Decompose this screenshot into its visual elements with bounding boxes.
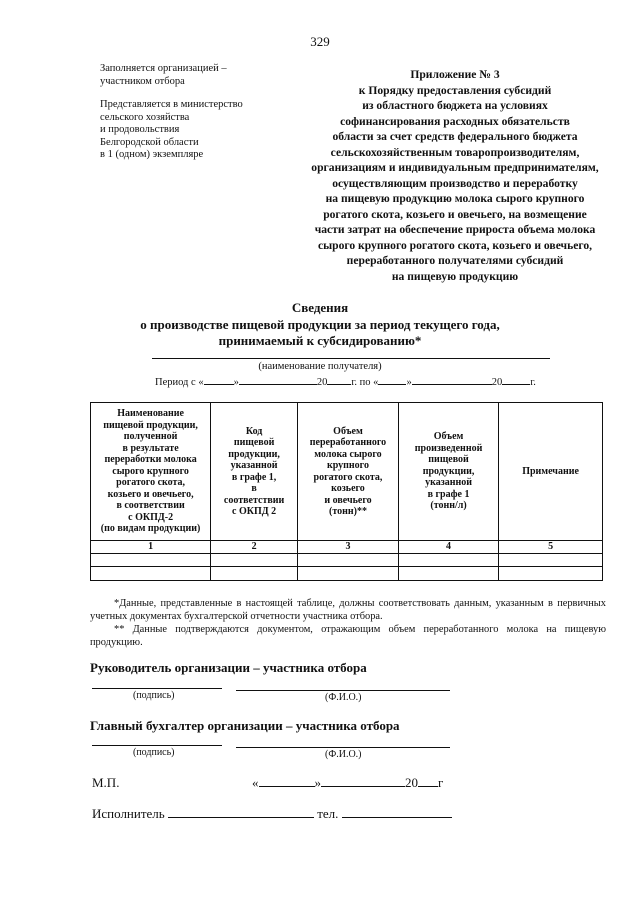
- executor-field[interactable]: [168, 817, 314, 818]
- header-line: в графе 1,: [231, 471, 277, 483]
- note-line: Представляется в министерство: [100, 99, 243, 110]
- recipient-name-line[interactable]: [152, 358, 550, 359]
- note-line: участником отбора: [100, 75, 185, 87]
- period-label: Период с «: [155, 377, 204, 388]
- header-line: (по видам продукции): [100, 523, 201, 535]
- footnote-1: *Данные, представленные в настоящей таблице, должны соответствовать данным, указанным в первичных учетных документах бухгалтерской отчетности участника отбора.: [90, 598, 606, 622]
- note-line: сельского хозяйства: [100, 111, 190, 123]
- date-close: »: [314, 775, 321, 790]
- table-header-row: [91, 403, 603, 541]
- fio-caption: (Ф.И.О.): [325, 692, 362, 703]
- phone-label: тел.: [317, 806, 339, 821]
- date-row: [252, 775, 443, 791]
- submitted-note: [100, 99, 243, 162]
- note-line: и продовольствия: [100, 124, 180, 135]
- table-cell[interactable]: [499, 567, 603, 581]
- period-day-from-field[interactable]: [204, 384, 234, 385]
- chief-accountant-title: Главный бухгалтер организации – участника отбора: [90, 718, 400, 733]
- header-line: с ОКПД 2: [232, 506, 277, 517]
- quote: »: [406, 377, 412, 388]
- header-line: козьего и овечьего,: [107, 488, 194, 500]
- header-line: переработанного: [309, 437, 387, 448]
- executor-label: Исполнитель: [92, 806, 165, 821]
- header-line: рогатого скота,: [313, 471, 383, 483]
- period-row: [155, 377, 536, 388]
- table-number-row: [91, 541, 603, 554]
- header-line: (тонн/л): [430, 500, 467, 512]
- table-cell[interactable]: [398, 567, 498, 581]
- date-year: 20: [405, 775, 418, 790]
- head-signature-line[interactable]: [92, 688, 222, 689]
- appendix-line: сырого крупного рогатого скота, козьего и овечьего,: [317, 238, 593, 252]
- header-line: и овечьего: [324, 494, 372, 506]
- note-line: Белгородской области: [100, 136, 199, 148]
- period-end: г.: [530, 377, 536, 388]
- period-to-label: г. по «: [351, 377, 379, 388]
- date-day-field[interactable]: [259, 786, 315, 787]
- table-cell[interactable]: [398, 554, 498, 567]
- phone-field[interactable]: [342, 817, 452, 818]
- quote: »: [233, 377, 239, 388]
- header-line: Наименование: [117, 408, 184, 420]
- header-col-2: [211, 403, 298, 541]
- sign-caption: (подпись): [133, 690, 175, 701]
- period-month-from-field[interactable]: [239, 384, 317, 385]
- date-open: «: [252, 775, 259, 790]
- header-line: в результате: [122, 442, 179, 454]
- col-number: 4: [398, 541, 498, 554]
- header-line: в: [251, 483, 257, 494]
- table-cell[interactable]: [91, 554, 211, 567]
- date-g: г: [438, 775, 444, 790]
- header-line: в соответствии: [116, 500, 185, 512]
- period-year-to: 20: [491, 377, 503, 388]
- period-year-from: 20: [316, 377, 328, 388]
- col-number: 1: [91, 541, 211, 554]
- header-line: соответствии: [223, 494, 285, 506]
- header-line: переработки молока: [104, 454, 197, 466]
- table-cell[interactable]: [298, 554, 399, 567]
- header-line: Объем: [333, 425, 363, 437]
- table-cell[interactable]: [91, 567, 211, 581]
- stamp-label: М.П.: [92, 775, 120, 790]
- appendix-line: части затрат на обеспечение прироста объема молока: [314, 223, 596, 236]
- period-day-to-field[interactable]: [378, 384, 406, 385]
- table-cell[interactable]: [211, 554, 298, 567]
- appendix-line: рогатого скота, козьего и овечьего, на возмещение: [323, 207, 587, 221]
- header-line: Объем: [433, 431, 464, 443]
- header-line: пищевой: [428, 454, 469, 466]
- document-title: [0, 300, 640, 350]
- header-line: пищевой: [233, 437, 275, 448]
- recipient-caption: (наименование получателя): [258, 361, 382, 372]
- note-line: в 1 (одном) экземпляре: [100, 149, 204, 160]
- header-line: указанной: [425, 477, 472, 489]
- header-line: Код: [245, 425, 263, 437]
- title-line: принимаемый к субсидированию*: [218, 333, 422, 348]
- title-line: Сведения: [291, 300, 349, 315]
- col-number: 2: [211, 541, 298, 554]
- header-line: полученной: [123, 431, 178, 443]
- header-line: рогатого скота,: [116, 477, 186, 489]
- table-row: [91, 554, 603, 567]
- header-line: молока сырого: [314, 448, 382, 460]
- period-month-to-field[interactable]: [412, 384, 492, 385]
- chief-signature-line[interactable]: [92, 745, 222, 746]
- appendix-line: к Порядку предоставления субсидий: [358, 83, 552, 97]
- appendix-line: переработанного получателями субсидий: [346, 254, 564, 267]
- period-yy-from-field[interactable]: [327, 384, 351, 385]
- period-yy-to-field[interactable]: [502, 384, 530, 385]
- production-table: [90, 402, 603, 581]
- header-line: козьего: [331, 483, 365, 494]
- header-line: в графе 1: [427, 488, 470, 500]
- appendix-line: сельскохозяйственным товаропроизводителям,: [330, 145, 580, 159]
- note-line: Заполняется организацией –: [100, 63, 227, 74]
- page-number: 329: [310, 34, 330, 49]
- header-col-1: [91, 403, 211, 541]
- appendix-line: софинансирования расходных обязательств: [340, 114, 570, 128]
- appendix-line: на пищевую продукцию: [391, 269, 519, 283]
- appendix-line: Приложение № 3: [410, 68, 500, 81]
- header-line: произведенной: [414, 442, 483, 454]
- header-line: продукции,: [228, 448, 280, 460]
- appendix-line: области за счет средств федерального бюджета: [332, 130, 578, 143]
- title-line: о производстве пищевой продукции за период текущего года,: [140, 316, 500, 332]
- head-signature-title: Руководитель организации – участника отбора: [90, 660, 367, 675]
- chief-fio-line[interactable]: [236, 747, 450, 748]
- header-col-3: [298, 403, 399, 541]
- header-line: Примечание: [522, 465, 579, 477]
- appendix-header: [280, 67, 630, 284]
- date-month-field[interactable]: [321, 786, 405, 787]
- table-row: [91, 567, 603, 581]
- header-line: (тонн)**: [328, 506, 367, 517]
- sign-caption: (подпись): [133, 747, 175, 758]
- header-col-4: [398, 403, 498, 541]
- table-cell[interactable]: [499, 554, 603, 567]
- footnote-2: ** Данные подтверждаются документом, отражающим объем переработанного молока на пищевую продукцию.: [90, 624, 606, 648]
- filled-by-note: [100, 63, 227, 88]
- header-line: сырого крупного: [112, 465, 189, 477]
- col-number: 5: [499, 541, 603, 554]
- fio-caption: (Ф.И.О.): [325, 749, 362, 760]
- table-cell[interactable]: [298, 567, 399, 581]
- head-fio-line[interactable]: [236, 690, 450, 691]
- header-line: продукции,: [422, 465, 475, 477]
- header-line: крупного: [326, 460, 369, 471]
- header-line: указанной: [230, 460, 278, 471]
- executor-row: [92, 806, 452, 822]
- appendix-line: на пищевую продукцию молока сырого крупного: [325, 192, 585, 205]
- col-number: 3: [298, 541, 399, 554]
- header-line: с ОКПД-2: [128, 511, 174, 523]
- appendix-line: из областного бюджета на условиях: [362, 99, 548, 112]
- header-line: пищевой продукции,: [103, 419, 198, 431]
- appendix-line: осуществляющим производство и переработку: [332, 176, 578, 190]
- table-cell[interactable]: [211, 567, 298, 581]
- header-col-5: [499, 403, 603, 541]
- date-yy-field[interactable]: [418, 786, 438, 787]
- appendix-line: организациям и индивидуальным предпринимателям,: [311, 161, 599, 174]
